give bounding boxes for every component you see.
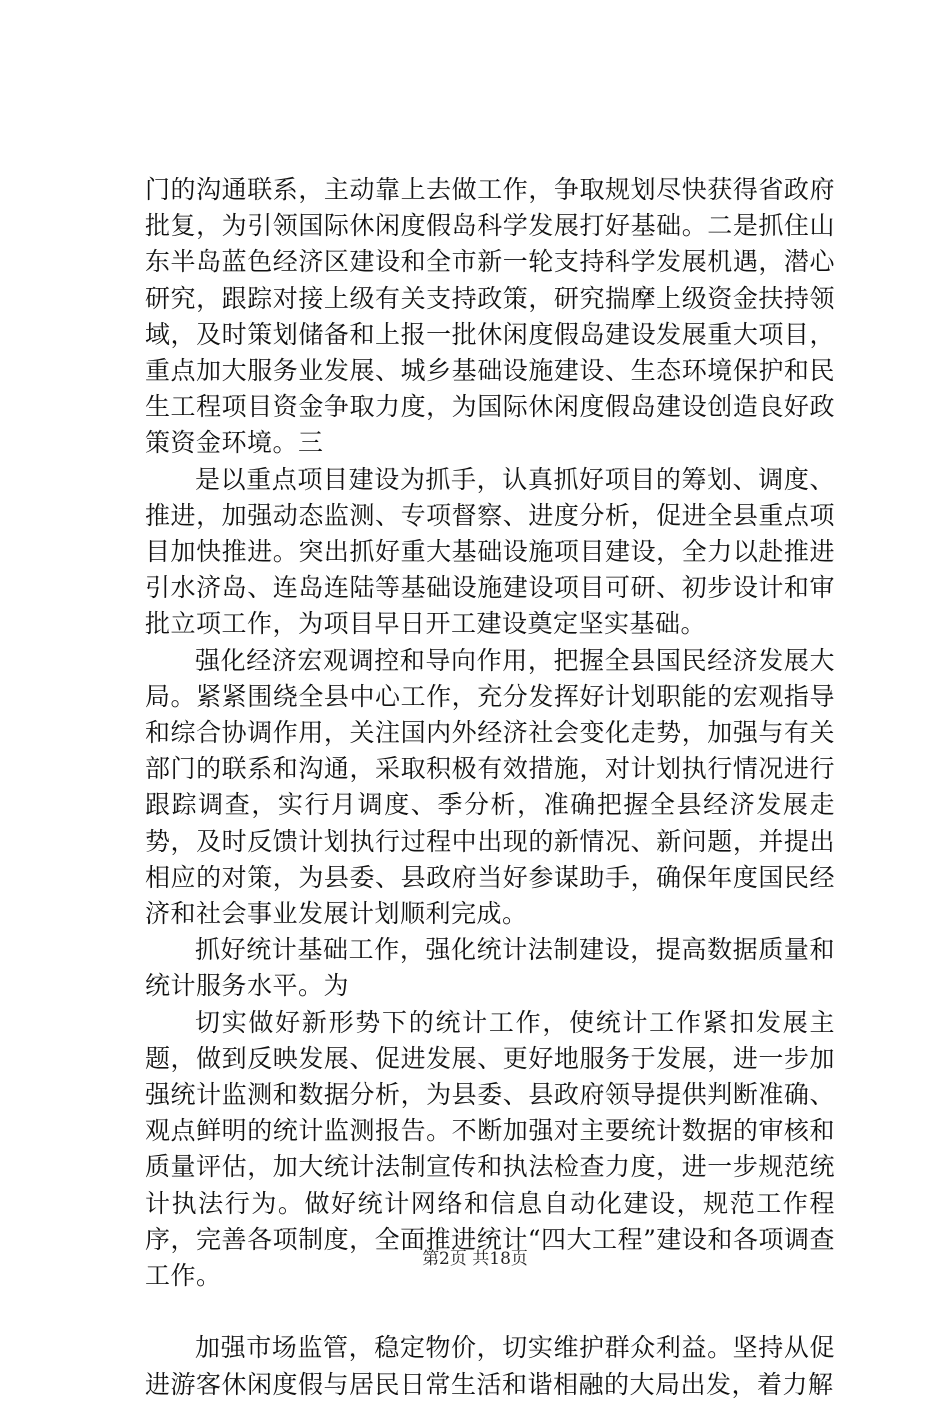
paragraph-6: 加强市场监管，稳定物价，切实维护群众利益。坚持从促进游客休闲度假与居民日常生活和谐相融的大局出发，着力解 — [145, 1333, 835, 1399]
document-body — [145, 172, 835, 1403]
page-number-footer: 第2页 共18页 — [422, 1249, 528, 1269]
paragraph-2: 是以重点项目建设为抓手，认真抓好项目的筹划、调度、推进，加强动态监测、专项督察、进度分析，促进全县重点项目加快推进。突出抓好重大基础设施项目建设，全力以赴推进引水济岛、连岛连陆等基础设施建设项目可研、初步设计和审批立项工作，为项目早日开工建设奠定坚实基础。 — [145, 464, 835, 639]
paragraph-4: 抓好统计基础工作，强化统计法制建设，提高数据质量和统计服务水平。为 — [145, 935, 835, 1001]
paragraph-3: 强化经济宏观调控和导向作用，把握全县国民经济发展大局。紧紧围绕全县中心工作，充分发挥好计划职能的宏观指导和综合协调作用，关注国内外经济社会变化走势，加强与有关部门的联系和沟通，采取积极有效措施，对计划执行情况进行跟踪调查，实行月调度、季分析，准确把握全县经济发展走势，及时反馈计划执行过程中出现的新情况、新问题，并提出相应的对策，为县委、县政府当好参谋助手，确保年度国民经济和社会事业发展计划顺利完成。 — [145, 645, 835, 929]
paragraph-5: 切实做好新形势下的统计工作，使统计工作紧扣发展主题，做到反映发展、促进发展、更好地服务于发展，进一步加强统计监测和数据分析，为县委、县政府领导提供判断准确、观点鲜明的统计监测报告。不断加强对主要统计数据的审核和质量评估，加大统计法制宣传和执法检查力度，进一步规范统计执法行为。做好统计网络和信息自动化建设，规范工作程序，完善各项制度，全面推进统计“四大工程”建设和各项调查工作。 — [145, 1007, 835, 1291]
paragraph-1: 门的沟通联系，主动靠上去做工作，争取规划尽快获得省政府批复，为引领国际休闲度假岛科学发展打好基础。二是抓住山东半岛蓝色经济区建设和全市新一轮支持科学发展机遇，潜心研究，跟踪对接上级有关支持政策，研究揣摩上级资金扶持领域，及时策划储备和上报一批休闲度假岛建设发展重大项目，重点加大服务业发展、城乡基础设施建设、生态环境保护和民生工程项目资金争取力度，为国际休闲度假岛建设创造良好政策资金环境。三 — [145, 175, 835, 458]
